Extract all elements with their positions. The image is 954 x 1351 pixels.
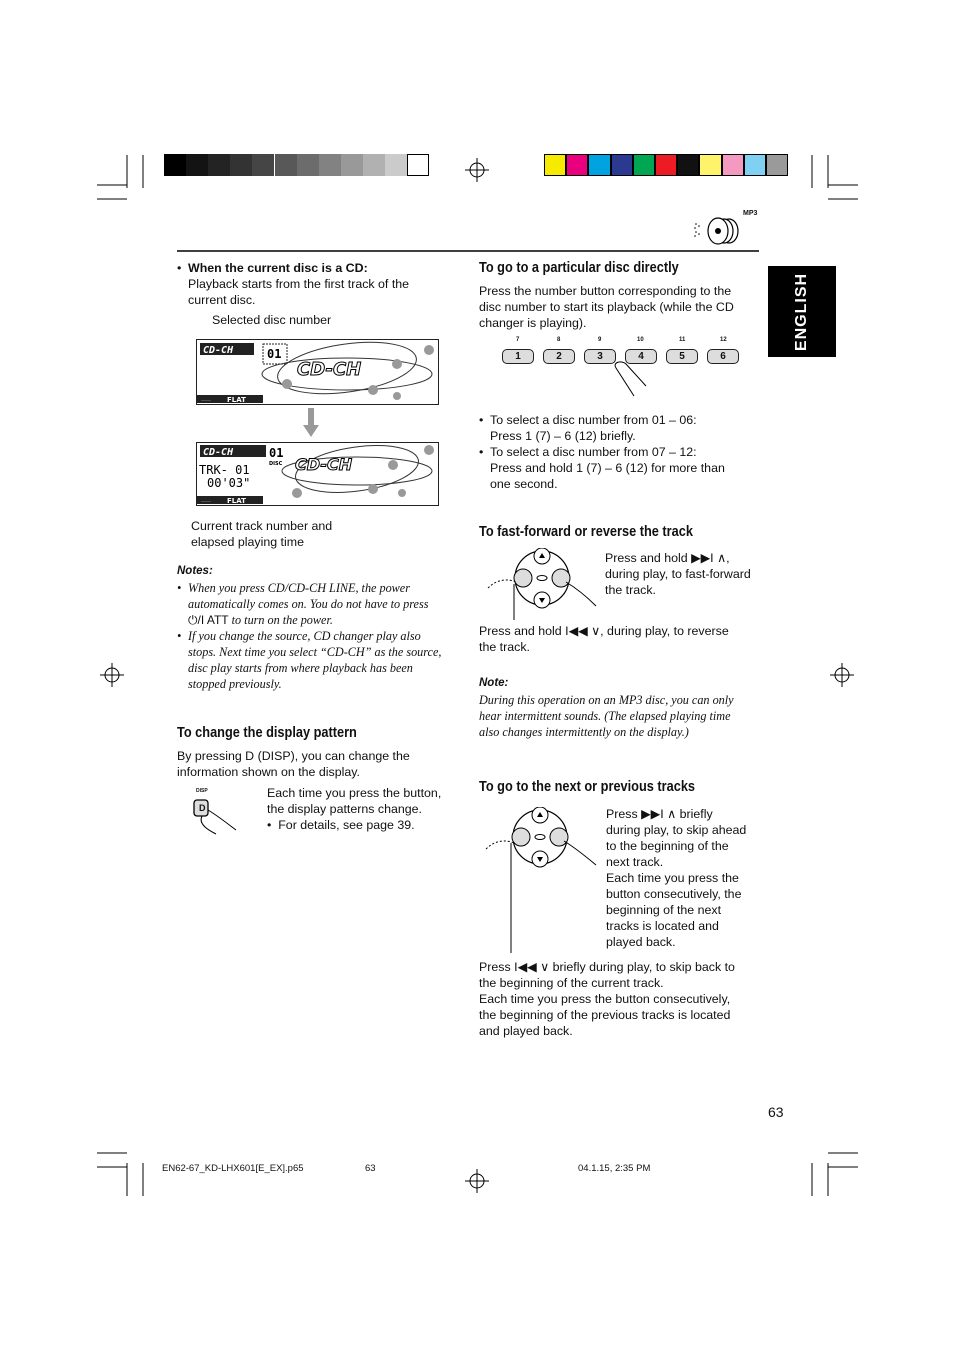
gray-swatch [275, 154, 297, 176]
color-swatch [744, 154, 766, 176]
prev-text-line-3: Each time you press the button consecutively, [479, 992, 731, 1006]
page-number: 63 [768, 1104, 784, 1120]
lcd-1-big-source: CD-CH [297, 359, 362, 380]
next-text-a: Press [606, 807, 638, 821]
notes-title: Notes: [177, 565, 213, 577]
gray-swatch [186, 154, 208, 176]
note-2-line-4: stopped previously. [188, 677, 282, 691]
disc-bullet-1-line-1: To select a disc number from 01 – 06: [490, 413, 697, 427]
next-text-line-9: played back. [606, 935, 676, 949]
bullet-text: Playback starts from the first track of the current disc. [188, 277, 410, 307]
lcd-2-big-source: CD-CH [295, 455, 353, 474]
display-each-line-1: Each time you press the button, [267, 786, 442, 800]
footer-file: EN62-67_KD-LHX601[E_EX].p65 [162, 1163, 304, 1174]
next-text-line-3: to the beginning of the [606, 839, 729, 853]
key-3: 3 [584, 349, 616, 364]
lcd-2-disc-label: DISC [269, 461, 283, 467]
display-pattern-text [177, 748, 410, 780]
ff-text-1-b: , [726, 551, 730, 565]
finger-icon [612, 360, 652, 400]
svg-text:·····: ····· [201, 499, 211, 505]
color-swatch [677, 154, 699, 176]
ff-note-title: Note: [479, 677, 509, 689]
key-1-alt: 7 [516, 337, 520, 343]
footer-datetime: 04.1.15, 2:35 PM [578, 1163, 651, 1174]
next-text-line-8: tracks is located and [606, 919, 719, 933]
display-each-text: Each time you press the button, the display patterns change. • For details, see page 39. [267, 786, 442, 832]
up-chevron-icon: ∧ [717, 551, 727, 565]
note-1-line-3: to turn on the power. [231, 613, 333, 627]
disp-key-label: D [199, 803, 206, 813]
disc-text-line-2: disc number to start its playback (while the CD [479, 300, 734, 314]
language-tab-label: ENGLISH [793, 272, 810, 351]
key-6-alt: 12 [720, 337, 727, 343]
gray-swatch [164, 154, 186, 176]
gray-swatch [252, 154, 274, 176]
gray-swatch [230, 154, 252, 176]
control-pad-illustration-2 [484, 807, 598, 953]
prev-text-line-5: and played back. [479, 1024, 573, 1038]
display-each-line-2: the display patterns change. [267, 802, 422, 816]
down-chevron-icon: ∨ [591, 624, 601, 638]
key-5: 5 [666, 349, 698, 364]
key-3-alt: 9 [598, 337, 602, 343]
next-text-b: briefly [679, 807, 713, 821]
lcd-2-time: 00'03" [207, 476, 251, 490]
key-6: 6 [707, 349, 739, 364]
note-2: • If you change the source, CD changer play also stops. Next time you select “CD-CH” as the source, disc play starts from where playback has been stopped previously. [177, 628, 462, 692]
gray-swatch [208, 154, 230, 176]
lcd-2-track: TRK- 01 [199, 463, 250, 477]
color-swatch [588, 154, 610, 176]
key-1: 1 [502, 349, 534, 364]
lcd-1-disc: 01 [267, 347, 282, 361]
next-track-icon: ▶▶I [691, 551, 714, 565]
disc-bullet-1-line-2: Press 1 (7) – 6 (12) briefly. [490, 429, 636, 443]
next-text-line-5: Each time you press the [606, 871, 739, 885]
lcd-1-graphic [197, 340, 438, 404]
disc-bullet-2: • To select a disc number from 07 – 12: Press and hold 1 (7) – 6 (12) for more than one second. [479, 444, 759, 492]
prev-text-b: briefly during play, to skip back to [552, 960, 735, 974]
color-swatch [699, 154, 721, 176]
next-text-line-2: during play, to skip ahead [606, 823, 747, 837]
key-4-alt: 10 [637, 337, 644, 343]
color-swatch [611, 154, 633, 176]
gray-swatch [363, 154, 385, 176]
gray-swatch [385, 154, 407, 176]
next-track-icon-2: ▶▶I [641, 807, 664, 821]
ff-note [479, 692, 734, 740]
gray-swatch [297, 154, 319, 176]
ff-text-2-line-2: the track. [479, 640, 530, 654]
color-swatch [566, 154, 588, 176]
caption-current-line-1: Current track number and [191, 519, 333, 533]
key-2-alt: 8 [557, 337, 561, 343]
key-2: 2 [543, 349, 575, 364]
bullet-bold: When the current disc is a CD: [188, 261, 368, 275]
next-text-line-6: button consecutively, the [606, 887, 742, 901]
gray-swatch [341, 154, 363, 176]
color-swatch [544, 154, 566, 176]
prev-text [479, 959, 735, 1039]
down-chevron-icon-2: ∨ [540, 960, 550, 974]
prev-track-icon-2: I◀◀ [514, 960, 537, 974]
next-text-line-4: next track. [606, 855, 664, 869]
caption-selected-disc: Selected disc number [212, 313, 332, 327]
note-1-line-2: automatically comes on. You do not have to press [188, 597, 429, 611]
lcd-2-graphic [197, 443, 438, 505]
gray-swatch [319, 154, 341, 176]
mp3-badge: MP3 [743, 210, 758, 217]
ff-text-1-line-3: the track. [605, 583, 656, 597]
heading-next-previous: To go to the next or previous tracks [479, 779, 696, 795]
display-bullet: For details, see page 39. [278, 818, 415, 832]
lcd-display-1 [196, 339, 439, 405]
note-2-line-2: stops. Next time you select “CD-CH” as the source, [188, 645, 442, 659]
ff-text-1 [605, 550, 751, 598]
lcd-1-eq: FLAT [227, 396, 246, 404]
note-1: • When you press CD/CD-CH LINE, the power automatically comes on. You do not have to press ⏻/I ATT to turn on the power. [177, 580, 462, 628]
disc-text-line-1: Press the number button corresponding to the [479, 284, 732, 298]
color-swatch [722, 154, 744, 176]
next-text-line-7: beginning of the next [606, 903, 722, 917]
lcd-1-source: CD-CH [203, 345, 234, 356]
key-5-alt: 11 [679, 337, 686, 343]
caption-current-line-2: elapsed playing time [191, 535, 304, 549]
ff-text-2 [479, 623, 729, 655]
disc-bullet-2-line-1: To select a disc number from 07 – 12: [490, 445, 697, 459]
disp-label: DISP [196, 788, 208, 794]
ff-note-line-2: hear intermittent sounds. (The elapsed playing time [479, 709, 731, 723]
color-swatch [655, 154, 677, 176]
display-text-line-2: information shown on the display. [177, 765, 360, 779]
svg-text:·····: ····· [201, 398, 211, 404]
language-tab [768, 266, 836, 357]
prev-text-line-4: the beginning of the previous tracks is located [479, 1008, 731, 1022]
lcd-2-eq: FLAT [227, 497, 246, 505]
color-swatch [766, 154, 788, 176]
footer-page: 63 [365, 1163, 376, 1174]
disc-text-line-3: changer is playing). [479, 316, 587, 330]
up-chevron-icon-2: ∧ [667, 807, 677, 821]
gray-swatch [407, 154, 429, 176]
ff-note-line-1: During this operation on an MP3 disc, you can only [479, 693, 734, 707]
heading-disc-directly: To go to a particular disc directly [479, 260, 679, 276]
disp-button-illustration [190, 786, 242, 836]
arrow-down-icon [303, 408, 319, 438]
note-2-line-1: If you change the source, CD changer play also [188, 629, 421, 643]
disc-directly-text [479, 283, 734, 331]
lcd-display-2 [196, 442, 439, 506]
ff-text-1-a: Press and hold [605, 551, 688, 565]
disc-bullet-2-line-2: Press and hold 1 (7) – 6 (12) for more than [490, 461, 725, 475]
ff-text-1-line-2: during play, to fast-forward [605, 567, 751, 581]
ff-text-2-a: Press and hold [479, 624, 562, 638]
note-2-line-3: disc play starts from where playback has been [188, 661, 413, 675]
display-text-line-1: By pressing D (DISP), you can change the [177, 749, 410, 763]
prev-text-line-2: the beginning of the current track. [479, 976, 664, 990]
ff-note-line-3: also changes intermittently on the display.) [479, 725, 689, 739]
key-4: 4 [625, 349, 657, 364]
color-swatch [633, 154, 655, 176]
prev-text-a: Press [479, 960, 511, 974]
prev-track-icon: I◀◀ [565, 624, 588, 638]
power-att-label: ⏻/I ATT [188, 613, 229, 627]
lcd-2-disc: 01 [269, 446, 284, 460]
bullet-current-disc: • When the current disc is a CD: Playback starts from the first track of the current disc. [177, 260, 457, 308]
caption-current-track [191, 518, 332, 550]
heading-fast-forward: To fast-forward or reverse the track [479, 524, 693, 540]
next-text [606, 806, 746, 950]
lcd-2-source: CD-CH [203, 447, 234, 458]
ff-text-2-b: , during play, to reverse [600, 624, 729, 638]
disc-bullet-2-line-3: one second. [490, 477, 558, 491]
note-1-line-1: When you press CD/CD-CH LINE, the power [188, 581, 410, 595]
heading-display-pattern: To change the display pattern [177, 725, 357, 741]
control-pad-illustration-1 [486, 548, 598, 620]
disc-bullet-1: • To select a disc number from 01 – 06: Press 1 (7) – 6 (12) briefly. [479, 412, 759, 444]
mp3-disc-icon [690, 208, 760, 246]
